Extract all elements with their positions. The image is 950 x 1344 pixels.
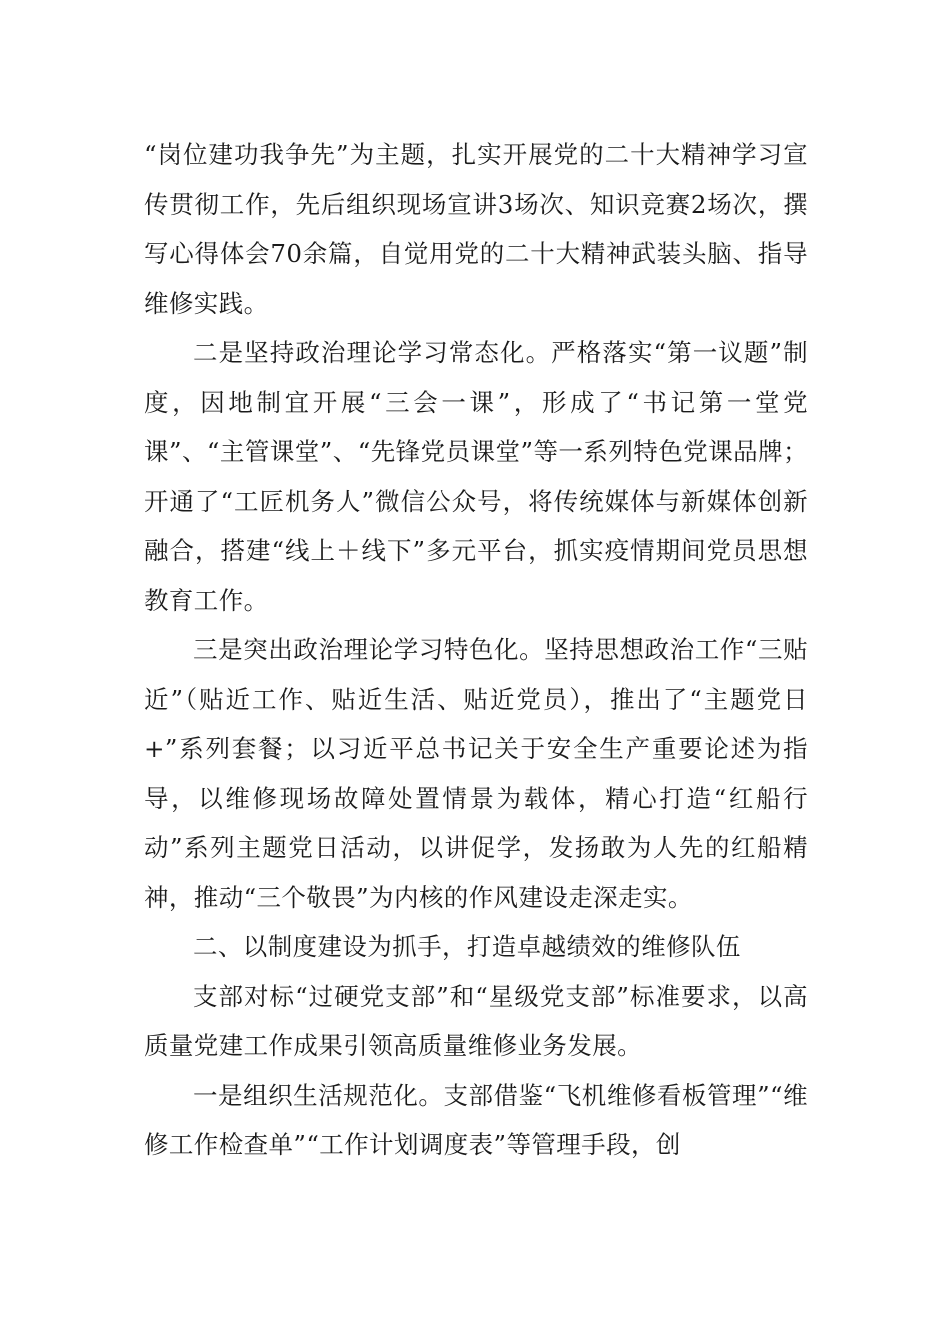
paragraph-continuation: “岗位建功我争先”为主题，扎实开展党的二十大精神学习宣传贯彻工作，先后组织现场宣讲3场次、知识竞赛2场次，撰写心得体会70余篇，自觉用党的二十大精神武装头脑、指导维修实践。	[144, 140, 808, 318]
paragraph-point-two: 二是坚持政治理论学习常态化。严格落实“第一议题”制度，因地制宜开展“三会一课”，形成了“书记第一堂党课”、“主管课堂”、“先锋党员课堂”等一系列特色党课品牌；开通了“工匠机务人”微信公众号，将传统媒体与新媒体创新融合，搭建“线上＋线下”多元平台，抓实疫情期间党员思想教育工作。	[144, 338, 808, 615]
paragraph-point-one: 一是组织生活规范化。支部借鉴“飞机维修看板管理”“维修工作检查单”“工作计划调度表”等管理手段，创	[144, 1080, 808, 1159]
paragraph-point-three: 三是突出政治理论学习特色化。坚持思想政治工作“三贴近”（贴近工作、贴近生活、贴近党员），推出了“主题党日+”系列套餐；以习近平总书记关于安全生产重要论述为指导，以维修现场故障处置情景为载体，精心打造“红船行动”系列主题党日活动，以讲促学，发扬敢为人先的红船精神，推动“三个敬畏”为内核的作风建设走深走实。	[144, 635, 808, 912]
section-heading: 二、以制度建设为抓手，打造卓越绩效的维修队伍	[193, 932, 741, 961]
paragraph-section-intro: 支部对标“过硬党支部”和“星级党支部”标准要求，以高质量党建工作成果引领高质量维修业务发展。	[144, 981, 808, 1060]
document-body	[144, 130, 808, 1170]
